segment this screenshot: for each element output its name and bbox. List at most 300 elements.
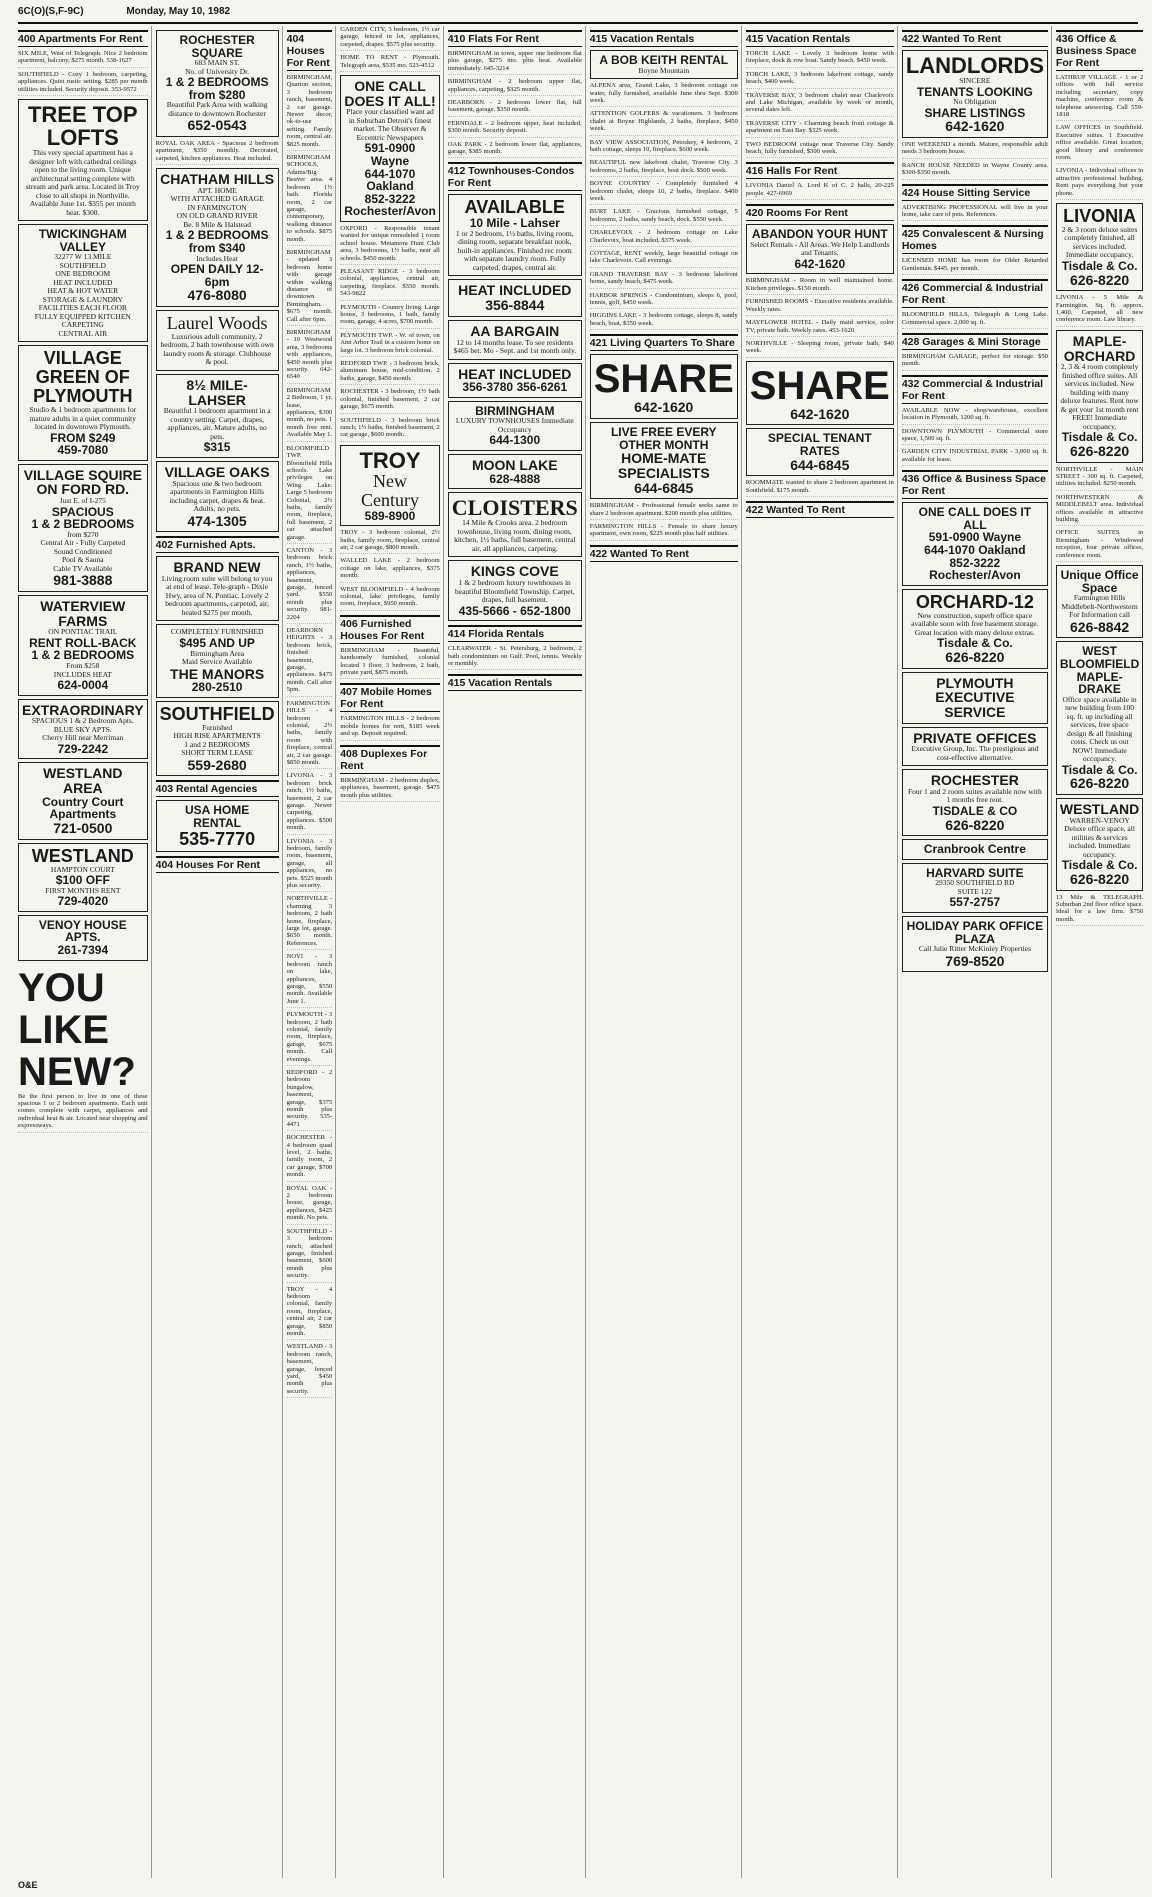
ad-line: FACILITIES EACH FLOOR bbox=[38, 303, 127, 313]
classified-ad: CLEARWATER - St. Petersburg, 2 bedroom, 2 bath condominium on Gulf. Pool, tennis. Weekly or monthly. bbox=[448, 645, 582, 670]
classified-ad: NORTHVILLE - MAIN STREET - 300 sq. ft. Carpeted, utilities included. $250 month. bbox=[1056, 466, 1143, 491]
section-heading: 420 Rooms For Rent bbox=[746, 204, 894, 221]
issue-date: Monday, May 10, 1982 bbox=[126, 6, 231, 17]
classified-ad: CANTON - 3 bedroom brick ranch, 1½ baths, appliances, basement, garage, fenced yard. $550 month plus security. 981-2204 bbox=[287, 547, 333, 624]
ad-title: BRAND NEW bbox=[173, 559, 261, 576]
ad-text: Beautiful 1 bedroom apartment in a country setting. Carpet, drapes, appliances, air. Mature adults, no pets. bbox=[163, 406, 271, 441]
display-ad bbox=[18, 843, 148, 912]
section-heading: 404 Houses For Rent bbox=[287, 30, 333, 71]
ad-text: Place your classified want ad in Suburban Detroit's finest market. The Observer & Eccentric Newspapers bbox=[346, 107, 434, 142]
display-ad bbox=[590, 50, 738, 79]
ad-title: ORCHARD-12 bbox=[915, 591, 1034, 612]
ad-title: WESTLAND bbox=[31, 845, 134, 866]
ad-line: 1 & 2 BEDROOMS bbox=[165, 75, 269, 90]
classified-ad: GARDEN CITY INDUSTRIAL PARK - 3,000 sq. ft. available for lease. bbox=[902, 448, 1048, 466]
ad-price: $315 bbox=[203, 440, 231, 455]
ad-phone: 769-8520 bbox=[945, 952, 1005, 969]
classified-ad: PLYMOUTH TWP. - W. of town, on Ann Arbor Trail in a custom home on large lot. 3 bedroom brick colonial. bbox=[340, 332, 440, 357]
classified-ad: FURNISHED ROOMS - Executive residents available. Weekly rates. bbox=[746, 298, 894, 316]
ad-phone: 626-8220 bbox=[945, 816, 1005, 833]
ad-line: Pool & Sauna bbox=[61, 555, 104, 565]
ad-price: FROM $249 bbox=[50, 430, 116, 445]
ad-text: New construction, superb office space available soon with free basement storage. Great location with many deluxe extras. bbox=[911, 610, 1039, 637]
classified-ad: SOUTHFIELD - 3 bedroom brick ranch, 1½ baths, finished basement, 2 car garage, $600 month. bbox=[340, 417, 440, 442]
display-ad bbox=[448, 279, 582, 316]
ad-line: SUITE 122 bbox=[957, 886, 993, 896]
ad-phone: 559-2680 bbox=[187, 756, 247, 773]
classified-ad: OFFICE SUITES in Birmingham - Windowed reception, four private offices, conference room. bbox=[1056, 529, 1143, 562]
classified-ad: PLEASANT RIDGE - 3 bedroom colonial, appliances, central air, carpeting, fireplace. $550 month. 543-9822 bbox=[340, 268, 440, 301]
ad-line: Cherry Hill near Merriman bbox=[42, 733, 124, 743]
classified-ad: LAW OFFICES in Southfield. Executive suites. 1 Executive office available. Great location, good library and conference room. bbox=[1056, 124, 1143, 164]
display-ad bbox=[156, 30, 279, 137]
ad-headline: YOU bbox=[18, 965, 105, 1010]
classified-ad: LICENSED HOME has room for Older Retarded Gentleman. $445. per month. bbox=[902, 257, 1048, 275]
classified-ad: FARMINGTON HILLS - 4 bedroom colonial, 2½ baths, family room with fireplace, central air, 2 car garage. $850 month. bbox=[287, 700, 333, 770]
ad-phone: 557-2757 bbox=[949, 895, 1001, 910]
ad-phone: 589-8900 bbox=[364, 508, 416, 523]
display-ad bbox=[448, 492, 582, 557]
classified-ad: TRAVERSE BAY, 3 bedroom chalet near Charlevoix and Lake Michigan, available by week or month, several dates left. bbox=[746, 92, 894, 117]
ad-line: ON OLD GRAND RIVER bbox=[176, 211, 258, 221]
display-ad bbox=[156, 800, 279, 852]
display-ad bbox=[1056, 641, 1143, 795]
classified-ad: CHARLEVOIX - 2 bedroom cottage on Lake Charlevoix, boat included, $375 week. bbox=[590, 229, 738, 247]
classified-ad: ADVERTISING PROFESSIONAL will live in your home, take care of pets. References. bbox=[902, 204, 1048, 222]
display-ad bbox=[18, 762, 148, 839]
ad-line: STORAGE & LAUNDRY bbox=[42, 294, 123, 304]
section-heading: 421 Living Quarters To Share bbox=[590, 334, 738, 351]
classified-ad: BLOOMFIELD HILLS, Telegraph & Long Lake. Commercial space. 2,000 sq. ft. bbox=[902, 311, 1048, 329]
ad-phone: 356-3780 356-6261 bbox=[462, 380, 568, 395]
classified-ad: DEARBORN - 2 bedroom lower flat, full basement, garage. $350 month. bbox=[448, 99, 582, 117]
you-like-new-ad bbox=[18, 967, 148, 1133]
ad-subtitle: Tisdale & Co. bbox=[1061, 858, 1138, 873]
classified-ad: BIRMINGHAM - updated 3 bedroom home with garage within walking distance of downtown Birmingham. $675 month. Call after 6pm. bbox=[287, 249, 333, 326]
ad-title: HOME-MATE SPECIALISTS bbox=[617, 450, 710, 481]
ad-phone: 852-3222 Rochester/Avon bbox=[344, 191, 436, 219]
ad-phone: 624-0004 bbox=[57, 678, 109, 693]
section-heading: 428 Garages & Mini Storage bbox=[902, 333, 1048, 350]
classified-ad: ONE WEEKEND a month. Mature, responsible adult needs 3 bedroom house. bbox=[902, 141, 1048, 159]
ad-title: MOON LAKE bbox=[471, 456, 558, 473]
ad-text: 14 Mile & Crooks area. 2 bedroom townhouse, living room, dining room, kitchen, 1½ baths, full basement, central air, all appliances, carpeting. bbox=[454, 518, 576, 553]
display-ad bbox=[902, 502, 1048, 586]
ad-title: VILLAGE OAKS bbox=[164, 463, 270, 480]
classified-ad: HOME TO RENT - Plymouth. Telegraph area, $535 mo. 523-4512 bbox=[340, 54, 440, 72]
ad-title: THE MANORS bbox=[170, 665, 265, 682]
classified-ad: ROCHESTER - 3 bedroom, 1½ bath colonial, finished basement, 2 car garage, $675 month. bbox=[340, 388, 440, 413]
ad-line: Farmington Hills bbox=[1073, 593, 1126, 603]
section-heading: 402 Furnished Apts. bbox=[156, 536, 279, 553]
ad-line: SPACIOUS 1 & 2 Bedroom Apts. bbox=[31, 716, 134, 726]
ad-phone: 644-6845 bbox=[790, 456, 850, 473]
ad-title: VILLAGE SQUIRE ON FORD RD. bbox=[23, 466, 142, 498]
classified-ad: PLYMOUTH - 3 bedroom, 2 bath colonial, family room, fireplace, garage, $675 month. Call evenings. bbox=[287, 1011, 333, 1066]
classified-ad: BIRMINGHAM - Room in well maintained home. Kitchen privileges. $150 month. bbox=[746, 277, 894, 295]
ad-title: ONE CALL DOES IT ALL bbox=[918, 505, 1032, 532]
classified-ad: BURT LAKE - Gracious furnished cottage, 5 bedrooms, 2 baths, sandy beach, dock. $550 week. bbox=[590, 208, 738, 226]
ad-line: Just E. of I-275 bbox=[59, 496, 106, 506]
ad-text: Luxurious adult community, 2 bedroom, 2 bath townhouse with own laundry room & storage. Clubhouse & pool. bbox=[160, 331, 274, 367]
section-heading: 426 Commercial & Industrial For Rent bbox=[902, 279, 1048, 308]
section-heading: 436 Office & Business Space For Rent bbox=[902, 470, 1048, 499]
column-3 bbox=[287, 26, 337, 1878]
ad-line: HEAT & HOT WATER bbox=[47, 286, 119, 296]
display-ad bbox=[156, 556, 279, 621]
classified-ad: LIVONIA - Individual offices in attractive professional building. Rent pays everything but your phone. bbox=[1056, 167, 1143, 200]
display-ad bbox=[18, 345, 148, 460]
ad-title: HEAT INCLUDED bbox=[458, 282, 572, 299]
ad-phone: 652-0543 bbox=[187, 117, 247, 134]
ad-title: A BOB KEITH RENTAL bbox=[599, 53, 729, 67]
ad-line: Beautiful Park Area with walking distance to downtown Rochester bbox=[166, 100, 268, 118]
ad-line: Furnished bbox=[202, 722, 233, 732]
display-ad bbox=[902, 863, 1048, 913]
ad-line: From $258 bbox=[66, 661, 100, 671]
section-heading: 410 Flats For Rent bbox=[448, 30, 582, 47]
display-ad bbox=[902, 916, 1048, 972]
display-ad bbox=[590, 422, 738, 499]
ad-line: 683 MAIN ST. bbox=[194, 58, 240, 68]
ad-title: VILLAGE GREEN OF PLYMOUTH bbox=[33, 348, 133, 407]
ad-line: HEAT INCLUDED bbox=[53, 277, 113, 287]
ad-phone: 591-0900 Wayne bbox=[928, 530, 1021, 545]
classified-ad: BIRMINGHAM - 10 Westwood area, 3 bedrooms with appliances, $450 month plus security. 642-6540 bbox=[287, 329, 333, 384]
classified-ad: ROCHESTER - 4 bedroom quad level, 2 baths, family room, 2 car garage, $700 month. bbox=[287, 1134, 333, 1181]
ad-title: SOUTHFIELD bbox=[159, 703, 275, 724]
ad-subtitle: Tisdale & Co. bbox=[1061, 430, 1138, 445]
ad-text: Four 1 and 2 room suites available now with 1 months free rent. bbox=[908, 786, 1042, 805]
display-ad bbox=[902, 839, 1048, 860]
ad-text: Living room suite will belong to you at end of lease. Tele-graph - Dixie Hwy, area of N. Pontiac. Lovely 2 bedroom apartments, carpeted, air, heated $275 per month. bbox=[161, 573, 273, 617]
classified-ad: TROY - 3 bedroom colonial, 2½ baths, family room, fireplace, central air, 2 car garage, $800 month. bbox=[340, 529, 440, 554]
classified-ad: DEARBORN HEIGHTS - 3 bedroom brick, finished basement, garage, appliances. $475 month. Call after 5pm. bbox=[287, 627, 333, 697]
ad-phone: 459-7080 bbox=[57, 443, 109, 458]
ad-line: 29350 SOUTHFIELD RD bbox=[935, 878, 1015, 888]
ad-line: Birmingham Area bbox=[190, 648, 245, 658]
ad-phone: 642-1620 bbox=[790, 405, 850, 422]
classified-ad: PLYMOUTH - Country living. Large house, 3 bedrooms, 1 bath, family room, garage, 4 acres, $700 month. bbox=[340, 304, 440, 329]
ad-subtitle: TISDALE & CO bbox=[932, 803, 1018, 818]
ad-phone: 626-8842 bbox=[1070, 618, 1130, 635]
ad-line: IN FARMINGTON bbox=[187, 202, 247, 212]
ad-title: TROY bbox=[359, 447, 421, 473]
classified-ad: LIVONIA - 5 Mile & Farmington. Sq. ft. approx. 1,400. Carpeted, all new conference room. Law library. bbox=[1056, 294, 1143, 327]
display-ad bbox=[340, 445, 440, 526]
ad-title: HARVARD SUITE bbox=[926, 865, 1024, 880]
ad-headline: NEW? bbox=[18, 1049, 136, 1094]
ad-phone: 476-8080 bbox=[187, 287, 247, 304]
ad-title: KINGS COVE bbox=[470, 563, 559, 580]
classified-ad: BIRMINGHAM - 2 bedroom duplex, appliances, basement, garage. $475 month plus utilities. bbox=[340, 777, 440, 802]
ad-title: WATERVIEW FARMS bbox=[40, 598, 126, 629]
ad-text: Executive Group, Inc. The prestigious and cost-effective alternative. bbox=[911, 744, 1039, 762]
classified-ad: NORTHVILLE - charming 3 bedroom, 2 bath home, fireplace, large lot, garage. $650 month. References. bbox=[287, 895, 333, 950]
classified-ad: FARMINGTON HILLS - Female to share luxury apartment, own room, $225 month plus half utilities. bbox=[590, 523, 738, 541]
display-ad bbox=[156, 701, 279, 777]
display-ad bbox=[1056, 565, 1143, 638]
ad-line: COMPLETELY FURNISHED bbox=[170, 627, 264, 637]
section-heading: 403 Rental Agencies bbox=[156, 780, 279, 797]
section-heading: 432 Commercial & Industrial For Rent bbox=[902, 375, 1048, 404]
section-heading: 408 Duplexes For Rent bbox=[340, 745, 440, 774]
classified-ad: BIRMINGHAM SCHOOLS, Adams/Big Beaver area. 4 bedroom 1½ bath. Florida room, 2 car garage, contemporary, walking distance to schools. $875 month. bbox=[287, 154, 333, 246]
ad-title: PRIVATE OFFICES bbox=[913, 729, 1037, 746]
display-ad bbox=[448, 320, 582, 360]
ad-title: ROCHESTER bbox=[930, 772, 1019, 789]
classified-ad: MAYFLOWER HOTEL - Daily maid service, color TV, private bath. Weekly rates. 453-1620 bbox=[746, 319, 894, 337]
ad-phone: 721-0500 bbox=[53, 820, 113, 837]
ad-phone: 642-1620 bbox=[634, 399, 694, 416]
display-ad bbox=[156, 374, 279, 458]
ad-phone: 644-1070 Oakland bbox=[924, 543, 1026, 558]
display-ad bbox=[18, 464, 148, 592]
display-ad bbox=[448, 560, 582, 621]
section-heading: 415 Vacation Rentals bbox=[590, 30, 738, 47]
ad-title: Unique Office Space bbox=[1060, 568, 1139, 595]
ad-line: For Information call bbox=[1069, 610, 1130, 620]
section-code: 6C(O)(S,F-9C) bbox=[18, 6, 84, 17]
ad-subtitle: Country Court Apartments bbox=[42, 794, 124, 822]
ad-line: Maid Service Available bbox=[181, 657, 253, 667]
section-heading: 404 Houses For Rent bbox=[156, 856, 279, 873]
ad-phone: 852-3222 Rochester/Avon bbox=[929, 555, 1021, 583]
section-heading: 425 Convalescent & Nursing Homes bbox=[902, 225, 1048, 254]
ad-line: 1 & 2 BEDROOMS bbox=[165, 228, 269, 243]
display-ad bbox=[1056, 798, 1143, 890]
ad-line: $100 OFF bbox=[55, 873, 110, 888]
ad-title: LANDLORDS bbox=[905, 53, 1044, 78]
display-ad bbox=[18, 699, 148, 760]
ad-text: Call Julie Ritter McKinley Properties bbox=[918, 944, 1031, 954]
ad-text: 1 & 2 bedroom luxury townhouses in beautiful Bloomfield Township. Carpet, drapes, full basement. bbox=[455, 578, 575, 605]
ad-text: 2, 3 & 4 room completely finished office suites. All services included. New building with many deluxe features. Rent now & get your 1st month rent FREE! Immediate occupancy. bbox=[1060, 362, 1139, 431]
display-ad bbox=[746, 361, 894, 426]
display-ad bbox=[18, 595, 148, 696]
classified-ad: ALPENA area, Grand Lake, 3 bedroom cottage on water, fully furnished, available June thru Sept. $300 week. bbox=[590, 82, 738, 107]
classified-ad: GRAND TRAVERSE BAY - 3 bedroom lakefront home, sandy beach, $475 week. bbox=[590, 271, 738, 289]
ad-subtitle: Tisdale & Co. bbox=[1061, 258, 1138, 273]
display-ad bbox=[156, 168, 279, 307]
section-heading: 412 Townhouses-Condos For Rent bbox=[448, 162, 582, 191]
ad-hours: OPEN DAILY 12-6pm bbox=[170, 262, 264, 289]
ad-line: SHORT TERM LEASE bbox=[181, 748, 253, 758]
classified-ad: HIGGINS LAKE - 3 bedroom cottage, sleeps 8, sandy beach, boat, $350 week. bbox=[590, 312, 738, 330]
ad-phone: 642-1620 bbox=[945, 118, 1005, 135]
classified-ad: TORCH LAKE - Lovely 3 bedroom home with fireplace, dock & row boat. Sandy beach. $450 week. bbox=[746, 50, 894, 68]
classified-ad: FERNDALE - 2 bedroom upper, heat included, $300 month. Security deposit. bbox=[448, 120, 582, 138]
ad-phone: 474-1305 bbox=[187, 512, 247, 529]
display-ad bbox=[902, 589, 1048, 669]
display-ad bbox=[340, 75, 440, 222]
classified-ad: TORCH LAKE, 3 bedroom lakefront cottage, sandy beach, $400 week. bbox=[746, 71, 894, 89]
ad-title: SHARE bbox=[593, 357, 734, 402]
classified-ad: BLOOMFIELD TWP. Bloomfield Hills schools. Lake privileges on Wing Lake. Large 5 bedroom Colonial, 2½ baths, family room, fireplace, full basement, 2 car attached garage. bbox=[287, 445, 333, 544]
ad-line: Be. 8 Mile & Halstead bbox=[183, 219, 251, 229]
column-6 bbox=[590, 26, 742, 1878]
classified-ad: TROY - 4 bedroom colonial, family room, fireplace, central air, 2 car garage, $850 month. bbox=[287, 1286, 333, 1341]
ad-phone: 981-3888 bbox=[53, 572, 113, 589]
masthead bbox=[18, 6, 1138, 24]
ad-line: Central Air - Fully Carpeted bbox=[40, 538, 126, 548]
section-heading: 415 Vacation Rentals bbox=[746, 30, 894, 47]
ad-line: from $270 bbox=[67, 529, 99, 539]
classified-ad: BIRMINGHAM - Beautiful, handsomely furnished, colonial located 1 floor, 3 bedroom, 2 bath, private yard, $875 month. bbox=[340, 647, 440, 680]
classified-ad: BOYNE COUNTRY - Completely furnished 4 bedroom chalet, sleeps 10, 2 baths, fireplace. $400 week. bbox=[590, 180, 738, 205]
ad-title: HOLIDAY PARK OFFICE PLAZA bbox=[906, 919, 1044, 946]
ad-phone: 435-5666 - 652-1800 bbox=[458, 603, 571, 618]
ad-line: Sound Conditioned bbox=[53, 546, 112, 556]
display-ad bbox=[902, 50, 1048, 138]
section-heading: 424 House Sitting Service bbox=[902, 184, 1048, 201]
classified-ad: GARDEN CITY, 3 bedroom, 1½ car garage, fenced in lot, appliances, carpeted, drapes. $575 plus security. bbox=[340, 26, 440, 51]
ad-line: ON PONTIAC TRAIL bbox=[48, 627, 118, 637]
ad-text: 12 to 14 months lease. To see residents $465 bet. Mo - Sept. and 1st month only. bbox=[453, 337, 577, 356]
classified-ad: LIVONIA Daniel A. Lord K of C. 2 halls, 20-225 people. 427-6969 bbox=[746, 182, 894, 200]
display-ad bbox=[746, 428, 894, 476]
classified-ad: ROOMMATE wanted to share 2 bedroom apartment in Southfield. $175 month. bbox=[746, 479, 894, 497]
ad-line: SINCERE bbox=[959, 76, 991, 86]
ad-phone: 729-2242 bbox=[57, 741, 109, 756]
ad-line: from $280 bbox=[188, 87, 246, 102]
ad-title: HEAT INCLUDED bbox=[458, 365, 572, 382]
display-ad bbox=[448, 194, 582, 276]
ad-title: SPECIAL TENANT RATES bbox=[767, 431, 872, 458]
page-footer: O&E bbox=[18, 1880, 38, 1890]
classified-ad: REDFORD - 2 bedroom bungalow, basement, garage, $375 month plus security. 535-4471 bbox=[287, 1069, 333, 1131]
section-heading: 414 Florida Rentals bbox=[448, 625, 582, 642]
classified-ad: BIRMINGHAM - 2 bedroom upper flat, appliances, carpeting, $325 month. bbox=[448, 78, 582, 96]
ad-title: USA HOME RENTAL bbox=[184, 803, 250, 830]
ad-title: Cranbrook Centre bbox=[923, 842, 1026, 857]
column-4 bbox=[340, 26, 444, 1878]
ad-text: This very special apartment has a designer loft with cathedral ceilings open to the living room. Unique architectural setting complete with stream and park area. Located in Troy close to all shops in Northville. Available June 1st. $355 per month heat. $300. bbox=[25, 148, 140, 217]
ad-line: WITH ATTACHED GARAGE bbox=[170, 194, 264, 204]
ad-line: CARPETING bbox=[61, 320, 104, 330]
classified-ad: SOUTHFIELD - Cozy 1 bedroom, carpeting, appliances. Quiet rustic setting. $285 per month utilities included. Security deposit. 353-9572 bbox=[18, 71, 148, 96]
ad-text: Select Rentals - All Areas. We Help Landlords and Tenants. bbox=[750, 239, 890, 258]
ad-title: CLOISTERS bbox=[451, 495, 578, 521]
ad-title: ONE CALL DOES IT ALL! bbox=[344, 78, 436, 109]
ad-title: Laurel Woods bbox=[166, 313, 268, 334]
ad-title: AA BARGAIN bbox=[470, 322, 560, 339]
ad-title: WEST BLOOMFIELD MAPLE-DRAKE bbox=[1059, 644, 1140, 697]
classified-ad: LATHRUP VILLAGE - 1 or 2 offices with full service including secretary, copy machine, conference room & telephone answering. Call 559-1818 bbox=[1056, 74, 1143, 121]
display-ad bbox=[156, 624, 279, 697]
classified-ad: LIVONIA - 3 bedroom brick ranch, 1½ baths, basement, 2 car garage. Newer carpeting, appliances. $500 month. bbox=[287, 772, 333, 834]
classified-ad: WESTLAND - 3 bedroom ranch, basement, garage, fenced yard, $450 month plus security. bbox=[287, 1343, 333, 1398]
classified-ad: TRAVERSE CITY - Charming beach front cottage & apartment on East Bay. $325 week. bbox=[746, 120, 894, 138]
display-ad bbox=[1056, 330, 1143, 463]
classified-ad: RANCH HOUSE NEEDED in Wayne County area. $300-$350 month. bbox=[902, 162, 1048, 180]
ad-title: MAPLE-ORCHARD bbox=[1063, 332, 1136, 364]
classified-ad: BAY VIEW ASSOCIATION, Petoskey, 4 bedroom, 2 bath cottage, sleeps 10, fireplace. $600 week. bbox=[590, 139, 738, 157]
column-8 bbox=[902, 26, 1052, 1878]
ad-phone: 591-0900 Wayne bbox=[364, 141, 416, 168]
ad-title: TWICKINGHAM VALLEY bbox=[38, 227, 127, 254]
section-heading: 400 Apartments For Rent bbox=[18, 30, 148, 47]
display-ad bbox=[746, 224, 894, 274]
classified-ad: ROYAL OAK AREA - Spacious 2 bedroom apartment, $350 monthly. Decorated, carpeted, kitchen appliances. Heat included. bbox=[156, 140, 279, 165]
ad-title: TREE TOP LOFTS bbox=[27, 102, 138, 151]
ad-tagline: LIVE FREE EVERY OTHER MONTH bbox=[610, 424, 717, 452]
classified-ad: SOUTHFIELD - 3 bedroom ranch, attached garage, finished basement, $600 month plus security. bbox=[287, 1228, 333, 1283]
ad-text: Office space available in new building from 100 sq. ft. up including all services, free space design & all finishing costs. Check us out NOW! Immediate occupancy. bbox=[1062, 694, 1137, 764]
display-ad bbox=[448, 454, 582, 489]
ad-line: SPACIOUS bbox=[51, 504, 114, 519]
classified-ad: BIRMINGHAM - Professional female seeks same to share 2 bedroom apartment. $200 month plus utilities. bbox=[590, 502, 738, 520]
display-ad bbox=[590, 354, 738, 419]
ad-text: Studio & 1 bedroom apartments for mature adults in a quiet community located in downtown Plymouth. bbox=[29, 405, 137, 432]
classified-ad: BEAUTIFUL new lakefront chalet, Traverse City. 3 bedrooms, 2 baths, fireplace, boat dock. $500 week. bbox=[590, 159, 738, 177]
ad-text: Spacious one & two bedroom apartments in Farmington Hills including carpet, drapes & heat. Adults, no pets. bbox=[169, 478, 266, 514]
classified-ad: 13 Mile & TELEGRAPH. Suburban 2nd floor office space. Ideal for a law firm. $750 month. bbox=[1056, 894, 1143, 927]
classified-ad: COTTAGE, RENT weekly, large beautiful cottage on lake Charlevoix. Call evenings. bbox=[590, 250, 738, 268]
classifieds-page bbox=[18, 26, 1142, 1878]
ad-phone: 626-8220 bbox=[1070, 442, 1130, 459]
display-ad bbox=[18, 224, 148, 342]
ad-title: ABANDON YOUR HUNT bbox=[751, 227, 888, 242]
ad-line: HAMPTON COURT bbox=[50, 864, 115, 874]
ad-phone: 626-8220 bbox=[1070, 271, 1130, 288]
ad-subtitle: New Century bbox=[361, 470, 419, 510]
ad-title: WESTLAND bbox=[1059, 801, 1140, 818]
classified-ad: WEST BLOOMFIELD - 4 bedroom colonial, lake privileges, family room, fireplace, $950 month. bbox=[340, 586, 440, 611]
ad-title: BIRMINGHAM bbox=[475, 403, 555, 418]
classified-ad: ROYAL OAK - 2 bedroom house, garage, appliances, $425 month. No pets. bbox=[287, 1185, 333, 1225]
ad-line: RENT ROLL-BACK bbox=[29, 635, 137, 650]
ad-title: WESTLAND AREA bbox=[43, 765, 123, 797]
ad-line: No. of University Dr. bbox=[185, 66, 250, 76]
classified-ad: HARBOR SPRINGS - Condominium, sleeps 6, pool, tennis, golf, $450 week. bbox=[590, 292, 738, 310]
ad-line: WARREN-VENOY bbox=[1069, 815, 1130, 825]
ad-text: Be the first person to live in one of these spacious 1 or 2 bedroom apartments. Each unit comes complete with carpet, appliances and individual heat & air. Located near shopping and expressways. bbox=[18, 1093, 148, 1133]
ad-phone: 729-4020 bbox=[57, 894, 109, 909]
ad-line: BLUE SKY APTS. bbox=[53, 724, 112, 734]
classified-ad: BIRMINGHAM, Quarton section, 3 bedroom ranch, basement, 2 car garage. Newer decor, ok-to-use setting. Family room, central air. $825 month. bbox=[287, 74, 333, 151]
ad-phone: 280-2510 bbox=[191, 680, 243, 695]
ad-line: APT. HOME bbox=[197, 185, 237, 195]
column-7 bbox=[746, 26, 898, 1878]
display-ad bbox=[156, 310, 279, 371]
ad-title: CHATHAM HILLS bbox=[160, 171, 275, 188]
display-ad bbox=[156, 461, 279, 532]
ad-line: CENTRAL AIR bbox=[58, 328, 108, 338]
ad-title: AVAILABLE bbox=[464, 197, 565, 218]
classified-ad: NORTHVILLE - Sleeping room, private bath, $40 week. bbox=[746, 340, 894, 358]
ad-line: SOUTHFIELD bbox=[59, 260, 106, 270]
ad-text: 1 or 2 bedroom, 1½ baths, living room, dining room, separate breakfast nook, built-in appliances. Finished rec room with separate laundry room. Fully carpeted, drapes, central air. bbox=[455, 228, 574, 272]
ad-line: from $340 bbox=[188, 241, 246, 256]
ad-phone: 261-7394 bbox=[57, 942, 109, 957]
ad-subtitle: 10 Mile - Lahser bbox=[469, 216, 560, 231]
display-ad bbox=[902, 727, 1048, 767]
ad-subtitle: Tisdale & Co. bbox=[936, 636, 1013, 651]
ad-line: 1 and 2 BEDROOMS bbox=[184, 739, 250, 749]
ad-line: Cable TV Available bbox=[53, 563, 113, 573]
ad-title: PLYMOUTH EXECUTIVE SERVICE bbox=[935, 674, 1015, 720]
column-1 bbox=[18, 26, 152, 1878]
display-ad bbox=[1056, 203, 1143, 291]
classified-ad: OXFORD - Responsible tenant wanted for unique remodeled 1 room school house. Metamora Hunt Club area, 3 bedrooms, 1½ baths, near all schools. $450 month. bbox=[340, 225, 440, 265]
ad-line: SHARE LISTINGS bbox=[924, 105, 1026, 120]
display-ad bbox=[18, 915, 148, 961]
classified-ad: WALLED LAKE - 2 bedroom cottage on lake, appliances, $375 month. bbox=[340, 557, 440, 582]
ad-line: INCLUDES HEAT bbox=[53, 669, 112, 679]
ad-line: No Obligation bbox=[953, 97, 997, 107]
classified-ad: LIVONIA - 3 bedroom, family room, basement, garage, all appliances, no pets. $525 month plus security. bbox=[287, 838, 333, 893]
